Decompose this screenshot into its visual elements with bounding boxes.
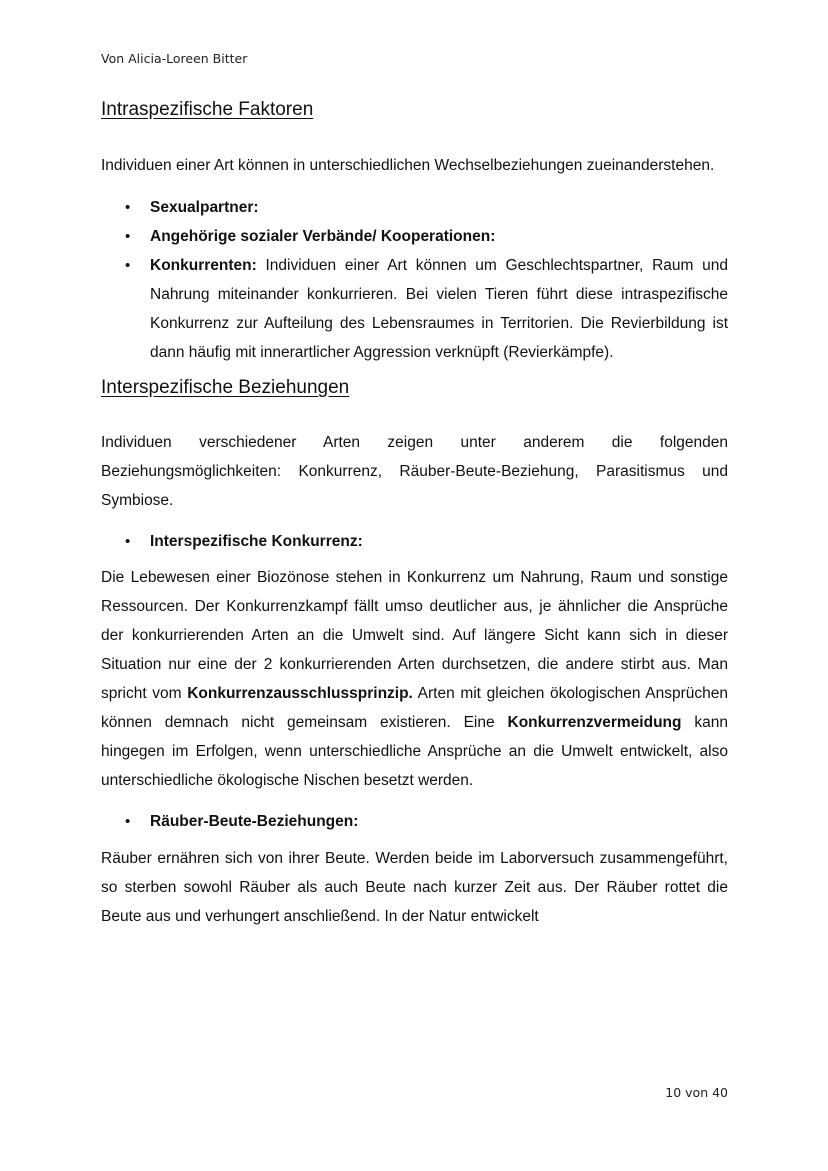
term-konkurrenzausschlussprinzip: Konkurrenzausschlussprinzip. [187,685,413,702]
list-item-text: Individuen einer Art können um Geschlechtspartner, Raum und Nahrung miteinander konkurrieren. Bei vielen Tieren führt diese intraspezifische Konkurrenz zur Aufteilung des Lebensraumes in Territorien. Die Revierbildung ist dann häufig mit innerartlicher Aggression verknüpft (Revierkämpfe). [150,257,728,361]
text-segment: Arten mit gleichen ökologischen Ansprüchen können demnach nicht gemeinsam existieren. Eine [101,685,728,731]
list-item [101,527,728,556]
list-item [101,807,728,836]
paragraph-raeuber-beute: Räuber ernähren sich von ihrer Beute. Werden beide im Laborversuch zusammengeführt, so sterben sowohl Räuber als auch Beute nach kurzer Zeit aus. Der Räuber rottet die Beute aus und verhungert anschließend. In der Natur entwickelt [101,850,728,925]
list-item [101,251,728,367]
page-content [101,96,728,931]
list-item-term: Konkurrenten: [150,257,257,274]
paragraph-intro-interspezifisch: Individuen verschiedener Arten zeigen unter anderem die folgenden Beziehungsmöglichkeiten: Konkurrenz, Räuber-Beute-Beziehung, Parasitismus und Symbiose. [101,434,728,509]
text-segment: kann hingegen im Erfolgen, wenn unterschiedliche Ansprüche an die Umwelt entwickelt, also unterschiedliche ökologische Nischen besetzt werden. [101,714,729,789]
list-interspezifische-konkurrenz [101,527,728,556]
list-intraspezifische-beziehungen [101,193,728,367]
page-header-author: Von Alicia-Loreen Bitter [101,51,248,66]
list-item-term: Sexualpartner: [150,199,259,216]
list-item [101,193,728,222]
page-number: 10 von 40 [665,1085,728,1100]
heading-intraspezifische: Intraspezifische Faktoren [101,99,314,120]
list-item-term: Interspezifische Konkurrenz: [150,533,363,550]
list-item-term: Räuber-Beute-Beziehungen: [150,813,359,830]
heading-interspezifische: Interspezifische Beziehungen [101,377,350,398]
list-raeuber-beute [101,807,728,836]
paragraph-intro-intraspezifisch: Individuen einer Art können in unterschiedlichen Wechselbeziehungen zueinanderstehen. [101,157,715,174]
text-segment: Die Lebewesen einer Biozönose stehen in Konkurrenz um Nahrung, Raum und sonstige Ressourcen. Der Konkurrenzkampf fällt umso deutlicher aus, je ähnlicher die Ansprüche der konkurrierenden Arten an die Umwelt sind. Auf längere Sicht kann sich in dieser Situation nur eine der 2 konkurrierenden Arten durchsetzen, die andere stirbt aus. Man spricht vom [101,569,728,702]
list-item [101,222,728,251]
list-item-term: Angehörige sozialer Verbände/ Kooperationen: [150,228,496,245]
term-konkurrenzvermeidung: Konkurrenzvermeidung [507,714,682,731]
paragraph-konkurrenz [101,563,728,795]
